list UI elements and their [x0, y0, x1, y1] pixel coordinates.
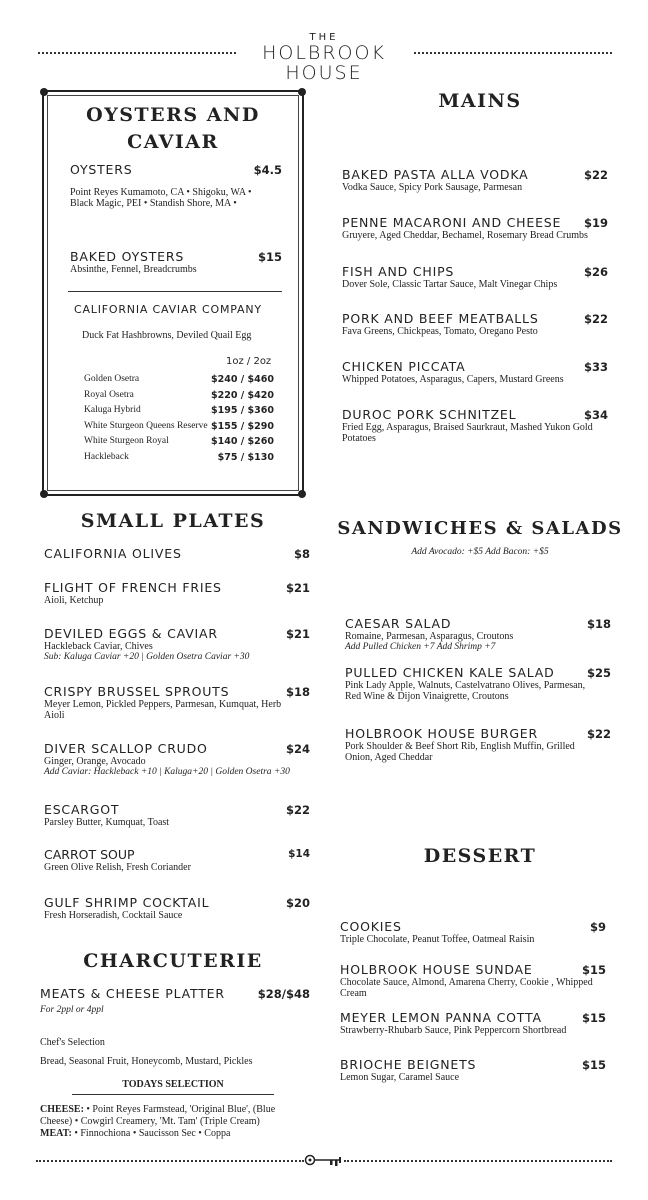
item-price: $22	[583, 168, 608, 182]
item-price: $24	[285, 742, 310, 756]
caviar-row	[84, 421, 274, 431]
item-desc: Strawberry-Rhubarb Sauce, Pink Peppercorn Shortbread	[340, 1025, 567, 1036]
item-name: PORK AND BEEF MEATBALLS	[342, 311, 539, 326]
item-desc: Potatoes	[342, 433, 376, 444]
item-name: PULLED CHICKEN KALE SALAD	[345, 665, 555, 680]
oysters-caviar-title-1: OYSTERS AND	[86, 104, 260, 126]
caviar-row	[84, 436, 274, 446]
chefs-selection: Chef's Selection	[40, 1037, 105, 1048]
menu-item	[345, 726, 611, 763]
item-price: $34	[583, 408, 608, 422]
item-note: Add Caviar: Hackleback +10 | Kaluga+20 | Golden Osetra +30	[44, 767, 290, 777]
caviar-company-name: CALIFORNIA CAVIAR COMPANY	[74, 303, 262, 316]
item-price: $21	[285, 581, 310, 595]
item-desc: Romaine, Parmesan, Asparagus, Croutons	[345, 631, 514, 642]
item-price: $22	[285, 803, 310, 817]
cheese-text: • Point Reyes Farmstead, 'Original Blue', (Blue	[86, 1104, 276, 1115]
caviar-price: $195 / $360	[211, 405, 274, 416]
item-price: $15	[581, 1011, 606, 1025]
item-name: CRISPY BRUSSEL SPROUTS	[44, 684, 230, 699]
key-icon	[304, 1152, 344, 1168]
todays-divider	[72, 1094, 274, 1095]
item-price: $18	[285, 685, 310, 699]
menu-item	[342, 311, 608, 337]
item-name: BAKED PASTA ALLA VODKA	[342, 167, 529, 182]
item-price: $26	[583, 265, 608, 279]
menu-item	[342, 407, 608, 444]
small-plates-title: SMALL PLATES	[80, 510, 266, 532]
caviar-price: $140 / $260	[211, 436, 274, 447]
caviar-price: $220 / $420	[211, 390, 274, 401]
box-corner-br	[298, 490, 306, 498]
box-corner-bl	[40, 490, 48, 498]
item-name: OYSTERS	[70, 162, 133, 177]
meat-label: MEAT:	[40, 1128, 72, 1139]
menu-item	[342, 264, 608, 290]
menu-item-baked-oysters	[70, 249, 282, 275]
menu-item	[44, 546, 310, 561]
menu-item	[44, 684, 310, 721]
item-desc: Fava Greens, Chickpeas, Tomato, Oregano Pesto	[342, 326, 538, 337]
item-desc: Aioli	[44, 710, 65, 721]
caviar-name: Kaluga Hybrid	[84, 405, 141, 415]
item-name: CARROT SOUP	[44, 847, 135, 862]
menu-item	[340, 1010, 606, 1036]
caviar-divider	[68, 291, 282, 292]
caviar-price: $155 / $290	[211, 421, 274, 432]
caviar-price: $240 / $460	[211, 374, 274, 385]
mains-title: MAINS	[438, 90, 522, 112]
cheese-label: CHEESE:	[40, 1104, 84, 1115]
item-desc: Vodka Sauce, Spicy Pork Sausage, Parmesan	[342, 182, 523, 193]
item-desc: Green Olive Relish, Fresh Coriander	[44, 862, 191, 873]
meat-text: • Finnochiona • Saucisson Sec • Coppa	[74, 1128, 231, 1139]
menu-item	[340, 962, 606, 999]
item-desc: Pink Lady Apple, Walnuts, Castelvatrano Olives, Parmesan,	[345, 680, 586, 691]
item-price: $21	[285, 627, 310, 641]
item-name: GULF SHRIMP COCKTAIL	[44, 895, 210, 910]
item-desc: Absinthe, Fennel, Breadcrumbs	[70, 264, 197, 275]
item-desc: Triple Chocolate, Peanut Toffee, Oatmeal Raisin	[340, 934, 535, 945]
caviar-name: Golden Osetra	[84, 374, 140, 384]
item-name: ESCARGOT	[44, 802, 120, 817]
menu-item	[44, 626, 310, 663]
item-price: $8	[293, 547, 310, 561]
item-desc: Lemon Sugar, Caramel Sauce	[340, 1072, 460, 1083]
caviar-row	[84, 374, 274, 384]
item-name: BRIOCHE BEIGNETS	[340, 1057, 477, 1072]
footer-divider-left	[36, 1160, 304, 1162]
item-desc: Chocolate Sauce, Almond, Amarena Cherry, Cookie , Whipped	[340, 977, 593, 988]
menu-item	[342, 359, 608, 385]
item-note: Add Pulled Chicken +7 Add Shrimp +7	[345, 642, 496, 652]
item-name: MEATS & CHEESE PLATTER	[40, 986, 225, 1001]
item-name: COOKIES	[340, 919, 402, 934]
cheese-line2: Cheese) • Cowgirl Creamery, 'Mt. Tam' (Triple Cream)	[40, 1116, 260, 1127]
item-desc: Pork Shoulder & Beef Short Rib, English Muffin, Grilled	[345, 741, 575, 752]
item-price: $15	[257, 250, 282, 264]
item-desc: Red Wine & Dijon Vinaigrette, Croutons	[345, 691, 509, 702]
item-price: $33	[583, 360, 608, 374]
item-price: $25	[586, 666, 611, 680]
caviar-row	[84, 405, 274, 415]
item-name: PENNE MACARONI AND CHEESE	[342, 215, 562, 230]
item-desc: Cream	[340, 988, 367, 999]
brand-line2: HOUSE	[285, 62, 363, 84]
item-desc: Meyer Lemon, Pickled Peppers, Parmesan, Kumquat, Herb	[44, 699, 282, 710]
oysters-caviar-title-2: CAVIAR	[127, 131, 219, 153]
sandwiches-subtitle: Add Avocado: +$5 Add Bacon: +$5	[411, 547, 549, 557]
item-price: $22	[583, 312, 608, 326]
caviar-row	[84, 452, 274, 462]
item-name: CAESAR SALAD	[345, 616, 452, 631]
brand-the: THE	[309, 32, 339, 43]
item-price: $9	[589, 920, 606, 934]
item-price: $14	[288, 848, 310, 860]
item-name: DUROC PORK SCHNITZEL	[342, 407, 517, 422]
menu-item	[345, 616, 611, 653]
brand-line1: HOLBROOK	[262, 42, 386, 64]
item-name: FISH AND CHIPS	[342, 264, 455, 279]
menu-item	[44, 895, 310, 921]
item-note: For 2ppl or 4ppl	[40, 1005, 104, 1015]
item-desc: Gruyere, Aged Cheddar, Bechamel, Rosemary Bread Crumbs	[342, 230, 588, 241]
item-name: FLIGHT OF FRENCH FRIES	[44, 580, 222, 595]
footer-divider-right	[344, 1160, 612, 1162]
item-desc: Hackleback Caviar, Chives	[44, 641, 153, 652]
menu-item-platter	[40, 986, 310, 1016]
caviar-name: White Sturgeon Queens Reserve	[84, 421, 208, 431]
charcuterie-title: CHARCUTERIE	[83, 950, 263, 972]
menu-item	[44, 847, 310, 873]
item-desc: Whipped Potatoes, Asparagus, Capers, Mustard Greens	[342, 374, 564, 385]
item-name: MEYER LEMON PANNA COTTA	[340, 1010, 542, 1025]
menu-item	[345, 665, 611, 702]
menu-item	[342, 167, 608, 193]
item-desc: Dover Sole, Classic Tartar Sauce, Malt Vinegar Chips	[342, 279, 558, 290]
caviar-row	[84, 390, 274, 400]
item-price: $28/$48	[257, 987, 310, 1001]
menu-item	[340, 1057, 606, 1083]
box-corner-tr	[298, 88, 306, 96]
todays-selection: TODAYS SELECTION	[122, 1079, 224, 1090]
menu-item-oysters	[70, 162, 282, 209]
menu-item	[342, 215, 608, 241]
item-desc: Ginger, Orange, Avocado	[44, 756, 146, 767]
item-price: $22	[586, 727, 611, 741]
item-desc: Onion, Aged Cheddar	[345, 752, 433, 763]
sandwiches-title: SANDWICHES & SALADS	[337, 518, 623, 539]
cheese-line1	[40, 1104, 275, 1115]
menu-item	[340, 919, 606, 945]
item-name: CHICKEN PICCATA	[342, 359, 466, 374]
caviar-desc: Duck Fat Hashbrowns, Deviled Quail Egg	[82, 330, 252, 341]
item-desc: Parsley Butter, Kumquat, Toast	[44, 817, 170, 828]
item-name: HOLBROOK HOUSE BURGER	[345, 726, 538, 741]
item-desc: Fresh Horseradish, Cocktail Sauce	[44, 910, 183, 921]
caviar-name: Royal Osetra	[84, 390, 134, 400]
item-desc: Aioli, Ketchup	[44, 595, 104, 606]
item-desc: Point Reyes Kumamoto, CA • Shigoku, WA •	[70, 187, 252, 198]
caviar-price: $75 / $130	[217, 452, 274, 463]
caviar-name: Hackleback	[84, 452, 129, 462]
item-desc: Fried Egg, Asparagus, Braised Saurkraut, Mashed Yukon Gold	[342, 422, 593, 433]
menu-item	[44, 741, 310, 778]
item-note: Sub: Kaluga Caviar +20 | Golden Osetra Caviar +30	[44, 652, 250, 662]
item-name: BAKED OYSTERS	[70, 249, 185, 264]
item-price: $18	[586, 617, 611, 631]
item-price: $4.5	[253, 163, 282, 177]
item-name: CALIFORNIA OLIVES	[44, 546, 182, 561]
item-name: DIVER SCALLOP CRUDO	[44, 741, 208, 756]
item-desc: Black Magic, PEI • Standish Shore, MA •	[70, 198, 237, 209]
item-price: $15	[581, 963, 606, 977]
box-corner-tl	[40, 88, 48, 96]
item-name: HOLBROOK HOUSE SUNDAE	[340, 962, 533, 977]
item-price: $19	[583, 216, 608, 230]
item-price: $20	[285, 896, 310, 910]
menu-item	[44, 580, 310, 606]
menu-item	[44, 802, 310, 828]
item-name: DEVILED EGGS & CAVIAR	[44, 626, 218, 641]
caviar-size-header: 1oz / 2oz	[226, 356, 272, 367]
meat-line	[40, 1128, 230, 1139]
caviar-name: White Sturgeon Royal	[84, 436, 169, 446]
dessert-title: DESSERT	[423, 845, 537, 867]
item-price: $15	[581, 1058, 606, 1072]
charcuterie-sides: Bread, Seasonal Fruit, Honeycomb, Mustard, Pickles	[40, 1056, 253, 1067]
